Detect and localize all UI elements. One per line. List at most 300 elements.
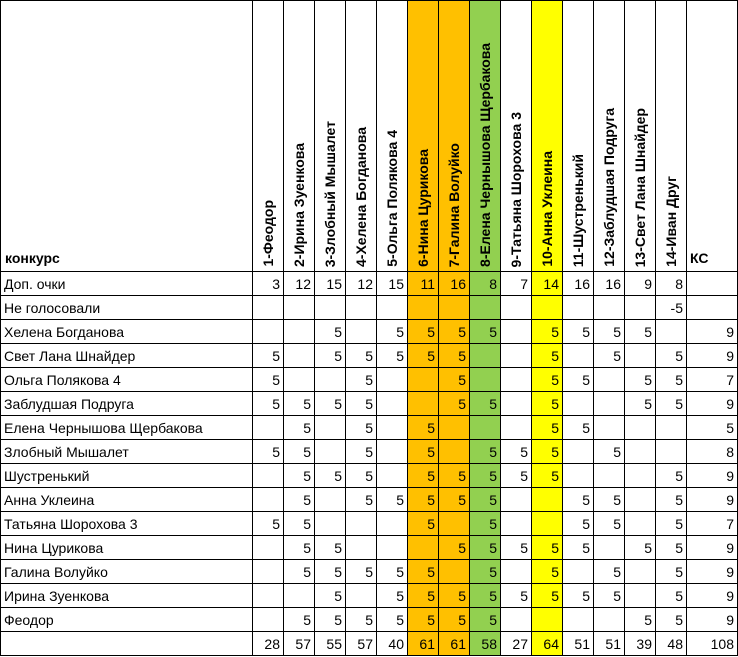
score-cell: 5 bbox=[377, 488, 408, 512]
score-cell: 5 bbox=[563, 320, 594, 344]
score-cell bbox=[625, 560, 656, 584]
row-name: Феодор bbox=[1, 608, 253, 632]
score-cell: 11 bbox=[408, 272, 439, 296]
score-cell: 5 bbox=[408, 440, 439, 464]
score-cell bbox=[315, 440, 346, 464]
column-header-label: 11-Шустренький bbox=[570, 153, 586, 267]
score-cell: 5 bbox=[377, 608, 408, 632]
total-cell: 61 bbox=[439, 632, 470, 656]
score-cell: 12 bbox=[284, 272, 315, 296]
score-cell bbox=[501, 344, 532, 368]
column-header-label: 6-Нина Цурикова bbox=[415, 149, 431, 267]
totals-row bbox=[1, 632, 738, 656]
score-cell: 3 bbox=[253, 272, 284, 296]
row-name: Татьяна Шорохова 3 bbox=[1, 512, 253, 536]
ks-cell bbox=[687, 296, 738, 320]
score-cell bbox=[563, 608, 594, 632]
score-cell: 5 bbox=[501, 464, 532, 488]
score-cell: 5 bbox=[284, 392, 315, 416]
score-cell bbox=[594, 536, 625, 560]
ks-cell: 9 bbox=[687, 464, 738, 488]
score-cell bbox=[377, 464, 408, 488]
ks-cell: 5 bbox=[687, 416, 738, 440]
score-cell bbox=[501, 512, 532, 536]
score-cell bbox=[253, 488, 284, 512]
score-cell: 5 bbox=[656, 584, 687, 608]
score-cell: 5 bbox=[656, 368, 687, 392]
score-cell bbox=[470, 416, 501, 440]
table-row bbox=[1, 416, 738, 440]
score-cell bbox=[501, 368, 532, 392]
score-cell: 5 bbox=[656, 512, 687, 536]
score-cell: 5 bbox=[532, 560, 563, 584]
ks-cell: 7 bbox=[687, 368, 738, 392]
score-cell bbox=[408, 296, 439, 320]
score-cell: 5 bbox=[470, 440, 501, 464]
table-row bbox=[1, 368, 738, 392]
totals-label bbox=[1, 632, 253, 656]
row-name: Заблудшая Подруга bbox=[1, 392, 253, 416]
score-cell bbox=[625, 296, 656, 320]
score-cell bbox=[377, 440, 408, 464]
score-cell: 5 bbox=[594, 488, 625, 512]
row-name: Ольга Полякова 4 bbox=[1, 368, 253, 392]
total-cell: 64 bbox=[532, 632, 563, 656]
score-cell: 5 bbox=[470, 320, 501, 344]
score-cell: 5 bbox=[532, 344, 563, 368]
ks-cell: 9 bbox=[687, 392, 738, 416]
score-cell bbox=[439, 512, 470, 536]
row-name: Нина Цурикова bbox=[1, 536, 253, 560]
score-cell: 5 bbox=[284, 440, 315, 464]
score-cell: 5 bbox=[284, 488, 315, 512]
score-cell: 5 bbox=[594, 512, 625, 536]
ks-cell: 9 bbox=[687, 536, 738, 560]
column-header-label: 7-Галина Волуйко bbox=[446, 142, 462, 267]
header-row bbox=[1, 1, 738, 272]
score-cell: 5 bbox=[315, 344, 346, 368]
score-cell bbox=[408, 536, 439, 560]
score-cell bbox=[501, 488, 532, 512]
score-cell bbox=[253, 536, 284, 560]
score-cell: 5 bbox=[346, 440, 377, 464]
ks-cell: 9 bbox=[687, 560, 738, 584]
score-cell: 5 bbox=[439, 536, 470, 560]
score-cell: 5 bbox=[594, 440, 625, 464]
score-cell bbox=[315, 296, 346, 320]
table-row bbox=[1, 464, 738, 488]
score-cell bbox=[377, 416, 408, 440]
score-cell bbox=[470, 368, 501, 392]
score-cell bbox=[346, 320, 377, 344]
score-cell bbox=[594, 368, 625, 392]
score-cell bbox=[315, 368, 346, 392]
table-row bbox=[1, 296, 738, 320]
column-header bbox=[532, 1, 563, 272]
score-cell bbox=[594, 608, 625, 632]
score-cell: 5 bbox=[346, 488, 377, 512]
score-cell: 5 bbox=[284, 512, 315, 536]
score-cell: 5 bbox=[594, 344, 625, 368]
column-header bbox=[346, 1, 377, 272]
score-cell bbox=[656, 440, 687, 464]
score-cell: 5 bbox=[346, 344, 377, 368]
score-cell bbox=[253, 320, 284, 344]
table-row bbox=[1, 440, 738, 464]
score-cell: 5 bbox=[656, 536, 687, 560]
table-body bbox=[1, 272, 738, 656]
score-cell bbox=[501, 608, 532, 632]
row-name: Свет Лана Шнайдер bbox=[1, 344, 253, 368]
score-cell: 7 bbox=[501, 272, 532, 296]
score-cell bbox=[532, 512, 563, 536]
score-cell: 5 bbox=[563, 536, 594, 560]
total-cell: 48 bbox=[656, 632, 687, 656]
score-cell bbox=[625, 464, 656, 488]
score-cell: 15 bbox=[377, 272, 408, 296]
score-cell: 5 bbox=[408, 560, 439, 584]
score-cell: 5 bbox=[315, 560, 346, 584]
score-cell: 5 bbox=[253, 392, 284, 416]
score-cell bbox=[470, 344, 501, 368]
score-cell: 15 bbox=[315, 272, 346, 296]
score-cell: 5 bbox=[377, 320, 408, 344]
score-cell: 5 bbox=[532, 392, 563, 416]
column-header bbox=[284, 1, 315, 272]
column-header bbox=[563, 1, 594, 272]
score-cell: 5 bbox=[656, 392, 687, 416]
score-cell: 5 bbox=[315, 584, 346, 608]
score-cell: 5 bbox=[408, 512, 439, 536]
row-name: Хелена Богданова bbox=[1, 320, 253, 344]
column-header bbox=[625, 1, 656, 272]
score-cell bbox=[315, 488, 346, 512]
score-cell: 5 bbox=[315, 392, 346, 416]
score-cell: 5 bbox=[470, 512, 501, 536]
score-cell bbox=[377, 536, 408, 560]
score-cell: 5 bbox=[408, 608, 439, 632]
score-cell bbox=[625, 584, 656, 608]
score-cell: 5 bbox=[377, 344, 408, 368]
score-cell bbox=[253, 560, 284, 584]
score-cell: 5 bbox=[284, 464, 315, 488]
column-header bbox=[439, 1, 470, 272]
column-header bbox=[408, 1, 439, 272]
table-row bbox=[1, 560, 738, 584]
score-cell: 5 bbox=[315, 464, 346, 488]
score-cell: 5 bbox=[253, 440, 284, 464]
score-cell: 5 bbox=[625, 536, 656, 560]
score-cell bbox=[284, 368, 315, 392]
score-cell: 5 bbox=[439, 488, 470, 512]
score-cell: 5 bbox=[439, 320, 470, 344]
score-cell bbox=[346, 536, 377, 560]
score-cell: 5 bbox=[470, 536, 501, 560]
score-cell: 5 bbox=[408, 488, 439, 512]
score-cell bbox=[439, 296, 470, 320]
column-header-label: 10-Анна Уклеина bbox=[539, 151, 555, 267]
score-cell: 5 bbox=[346, 464, 377, 488]
score-cell: 5 bbox=[532, 464, 563, 488]
score-cell bbox=[470, 296, 501, 320]
row-name: Не голосовали bbox=[1, 296, 253, 320]
score-cell: 5 bbox=[594, 584, 625, 608]
score-cell bbox=[439, 440, 470, 464]
score-cell bbox=[501, 392, 532, 416]
score-cell: 5 bbox=[532, 416, 563, 440]
score-cell: 5 bbox=[594, 560, 625, 584]
score-cell: 5 bbox=[439, 368, 470, 392]
score-cell bbox=[284, 296, 315, 320]
score-cell bbox=[408, 368, 439, 392]
score-cell: 5 bbox=[563, 488, 594, 512]
score-cell: 5 bbox=[625, 320, 656, 344]
score-cell bbox=[532, 296, 563, 320]
score-cell bbox=[346, 512, 377, 536]
column-header-label: 1-Феодор bbox=[260, 200, 276, 267]
total-cell: 51 bbox=[594, 632, 625, 656]
score-cell: 5 bbox=[439, 584, 470, 608]
score-cell bbox=[253, 584, 284, 608]
score-cell: 5 bbox=[346, 560, 377, 584]
table-row bbox=[1, 488, 738, 512]
score-cell bbox=[253, 296, 284, 320]
score-cell bbox=[563, 344, 594, 368]
score-cell: 5 bbox=[253, 368, 284, 392]
score-cell: 5 bbox=[470, 584, 501, 608]
table-row bbox=[1, 320, 738, 344]
score-cell bbox=[315, 416, 346, 440]
table-row bbox=[1, 608, 738, 632]
ks-cell: 9 bbox=[687, 344, 738, 368]
score-cell bbox=[532, 488, 563, 512]
column-header-label: 4-Хелена Богданова bbox=[353, 127, 369, 267]
score-cell bbox=[625, 440, 656, 464]
column-header bbox=[501, 1, 532, 272]
score-cell: 5 bbox=[315, 320, 346, 344]
score-cell: 5 bbox=[532, 440, 563, 464]
score-cell bbox=[656, 320, 687, 344]
row-name: Елена Чернышова Щербакова bbox=[1, 416, 253, 440]
score-cell bbox=[563, 392, 594, 416]
column-header-label: 2-Ирина Зуенкова bbox=[291, 143, 307, 267]
score-cell bbox=[377, 512, 408, 536]
score-cell: 5 bbox=[470, 392, 501, 416]
table-row bbox=[1, 512, 738, 536]
total-cell: 27 bbox=[501, 632, 532, 656]
table-row bbox=[1, 392, 738, 416]
ks-cell: 9 bbox=[687, 320, 738, 344]
score-cell: 5 bbox=[377, 560, 408, 584]
score-cell bbox=[439, 416, 470, 440]
score-cell bbox=[625, 416, 656, 440]
score-cell: 5 bbox=[284, 560, 315, 584]
row-name: Анна Уклеина bbox=[1, 488, 253, 512]
score-cell: 5 bbox=[253, 344, 284, 368]
column-header-label: 9-Татьяна Шорохова 3 bbox=[508, 111, 524, 267]
score-cell: 5 bbox=[346, 608, 377, 632]
score-cell bbox=[377, 392, 408, 416]
total-cell: 28 bbox=[253, 632, 284, 656]
column-header bbox=[253, 1, 284, 272]
score-cell: 9 bbox=[625, 272, 656, 296]
row-name: Доп. очки bbox=[1, 272, 253, 296]
score-cell bbox=[563, 296, 594, 320]
score-cell bbox=[625, 488, 656, 512]
score-cell: 5 bbox=[284, 536, 315, 560]
score-cell: -5 bbox=[656, 296, 687, 320]
score-cell bbox=[284, 320, 315, 344]
table-row bbox=[1, 536, 738, 560]
score-cell bbox=[594, 416, 625, 440]
score-cell: 5 bbox=[501, 536, 532, 560]
score-cell bbox=[656, 416, 687, 440]
score-cell: 12 bbox=[346, 272, 377, 296]
score-cell bbox=[501, 416, 532, 440]
score-cell: 5 bbox=[346, 368, 377, 392]
row-name: Галина Волуйко bbox=[1, 560, 253, 584]
score-cell: 5 bbox=[439, 464, 470, 488]
column-header bbox=[594, 1, 625, 272]
score-cell bbox=[594, 296, 625, 320]
column-header-label: 14-Иван Друг bbox=[663, 176, 679, 267]
row-name: Злобный Мышалет bbox=[1, 440, 253, 464]
table-row bbox=[1, 344, 738, 368]
total-cell: 58 bbox=[470, 632, 501, 656]
ks-total-cell: 108 bbox=[687, 632, 738, 656]
score-cell: 5 bbox=[532, 368, 563, 392]
column-header bbox=[315, 1, 346, 272]
score-cell: 5 bbox=[501, 440, 532, 464]
score-cell: 5 bbox=[439, 608, 470, 632]
score-cell: 5 bbox=[501, 584, 532, 608]
table-row bbox=[1, 584, 738, 608]
score-cell: 5 bbox=[284, 416, 315, 440]
score-cell: 5 bbox=[408, 584, 439, 608]
total-cell: 57 bbox=[284, 632, 315, 656]
score-cell: 5 bbox=[532, 584, 563, 608]
column-header bbox=[656, 1, 687, 272]
row-name: Ирина Зуенкова bbox=[1, 584, 253, 608]
score-cell bbox=[594, 464, 625, 488]
score-cell bbox=[563, 464, 594, 488]
score-cell: 5 bbox=[470, 488, 501, 512]
score-cell: 5 bbox=[377, 584, 408, 608]
column-header-label: 8-Елена Чернышова Щербакова bbox=[477, 43, 493, 267]
column-header-label: 12-Заблудшая Подруга bbox=[601, 108, 617, 267]
score-cell: 5 bbox=[656, 488, 687, 512]
total-cell: 51 bbox=[563, 632, 594, 656]
ks-cell: 8 bbox=[687, 440, 738, 464]
score-cell: 5 bbox=[253, 512, 284, 536]
score-cell bbox=[377, 368, 408, 392]
score-cell: 5 bbox=[470, 464, 501, 488]
score-cell bbox=[253, 416, 284, 440]
score-cell: 8 bbox=[656, 272, 687, 296]
column-header-label: 3-Злобный Мышалет bbox=[322, 120, 338, 267]
ks-cell bbox=[687, 272, 738, 296]
score-cell bbox=[625, 344, 656, 368]
score-cell: 5 bbox=[656, 608, 687, 632]
score-cell: 5 bbox=[594, 320, 625, 344]
ks-cell: 9 bbox=[687, 584, 738, 608]
ks-header: КС bbox=[687, 1, 738, 272]
total-cell: 57 bbox=[346, 632, 377, 656]
score-cell bbox=[625, 512, 656, 536]
score-cell: 5 bbox=[563, 368, 594, 392]
score-cell bbox=[501, 296, 532, 320]
score-cell: 16 bbox=[563, 272, 594, 296]
score-cell: 5 bbox=[625, 608, 656, 632]
score-cell: 16 bbox=[594, 272, 625, 296]
score-cell: 5 bbox=[470, 608, 501, 632]
score-cell: 5 bbox=[408, 344, 439, 368]
column-header-label: 5-Ольга Полякова 4 bbox=[384, 130, 400, 267]
score-cell: 5 bbox=[532, 320, 563, 344]
score-cell bbox=[377, 296, 408, 320]
score-cell: 5 bbox=[532, 536, 563, 560]
score-cell: 5 bbox=[656, 560, 687, 584]
score-cell: 5 bbox=[346, 392, 377, 416]
column-header-label: 13-Свет Лана Шнайдер bbox=[632, 107, 648, 267]
score-cell: 5 bbox=[346, 416, 377, 440]
score-cell bbox=[532, 608, 563, 632]
column-header bbox=[377, 1, 408, 272]
total-cell: 40 bbox=[377, 632, 408, 656]
score-cell bbox=[563, 440, 594, 464]
score-cell: 5 bbox=[563, 584, 594, 608]
score-cell bbox=[501, 320, 532, 344]
score-cell: 5 bbox=[656, 464, 687, 488]
score-cell: 5 bbox=[439, 344, 470, 368]
score-cell: 5 bbox=[563, 512, 594, 536]
score-cell bbox=[253, 608, 284, 632]
sheet-title: конкурс bbox=[1, 1, 253, 272]
ks-cell: 9 bbox=[687, 488, 738, 512]
score-cell: 14 bbox=[532, 272, 563, 296]
score-cell bbox=[501, 560, 532, 584]
score-cell bbox=[315, 512, 346, 536]
score-cell bbox=[439, 560, 470, 584]
score-cell: 5 bbox=[315, 608, 346, 632]
score-cell: 5 bbox=[470, 560, 501, 584]
score-cell: 5 bbox=[439, 392, 470, 416]
score-cell: 8 bbox=[470, 272, 501, 296]
table-row bbox=[1, 272, 738, 296]
total-cell: 39 bbox=[625, 632, 656, 656]
score-cell bbox=[563, 560, 594, 584]
score-cell bbox=[284, 344, 315, 368]
row-name: Шустренький bbox=[1, 464, 253, 488]
score-cell: 5 bbox=[408, 464, 439, 488]
column-header bbox=[470, 1, 501, 272]
score-cell: 5 bbox=[625, 368, 656, 392]
score-cell: 5 bbox=[625, 392, 656, 416]
score-cell bbox=[284, 584, 315, 608]
score-cell bbox=[346, 296, 377, 320]
score-cell bbox=[253, 464, 284, 488]
score-cell: 5 bbox=[408, 416, 439, 440]
total-cell: 61 bbox=[408, 632, 439, 656]
score-cell: 5 bbox=[315, 536, 346, 560]
score-cell bbox=[346, 584, 377, 608]
score-cell: 5 bbox=[563, 416, 594, 440]
score-cell: 5 bbox=[284, 608, 315, 632]
score-cell bbox=[408, 392, 439, 416]
score-cell bbox=[594, 392, 625, 416]
ks-cell: 7 bbox=[687, 512, 738, 536]
total-cell: 55 bbox=[315, 632, 346, 656]
